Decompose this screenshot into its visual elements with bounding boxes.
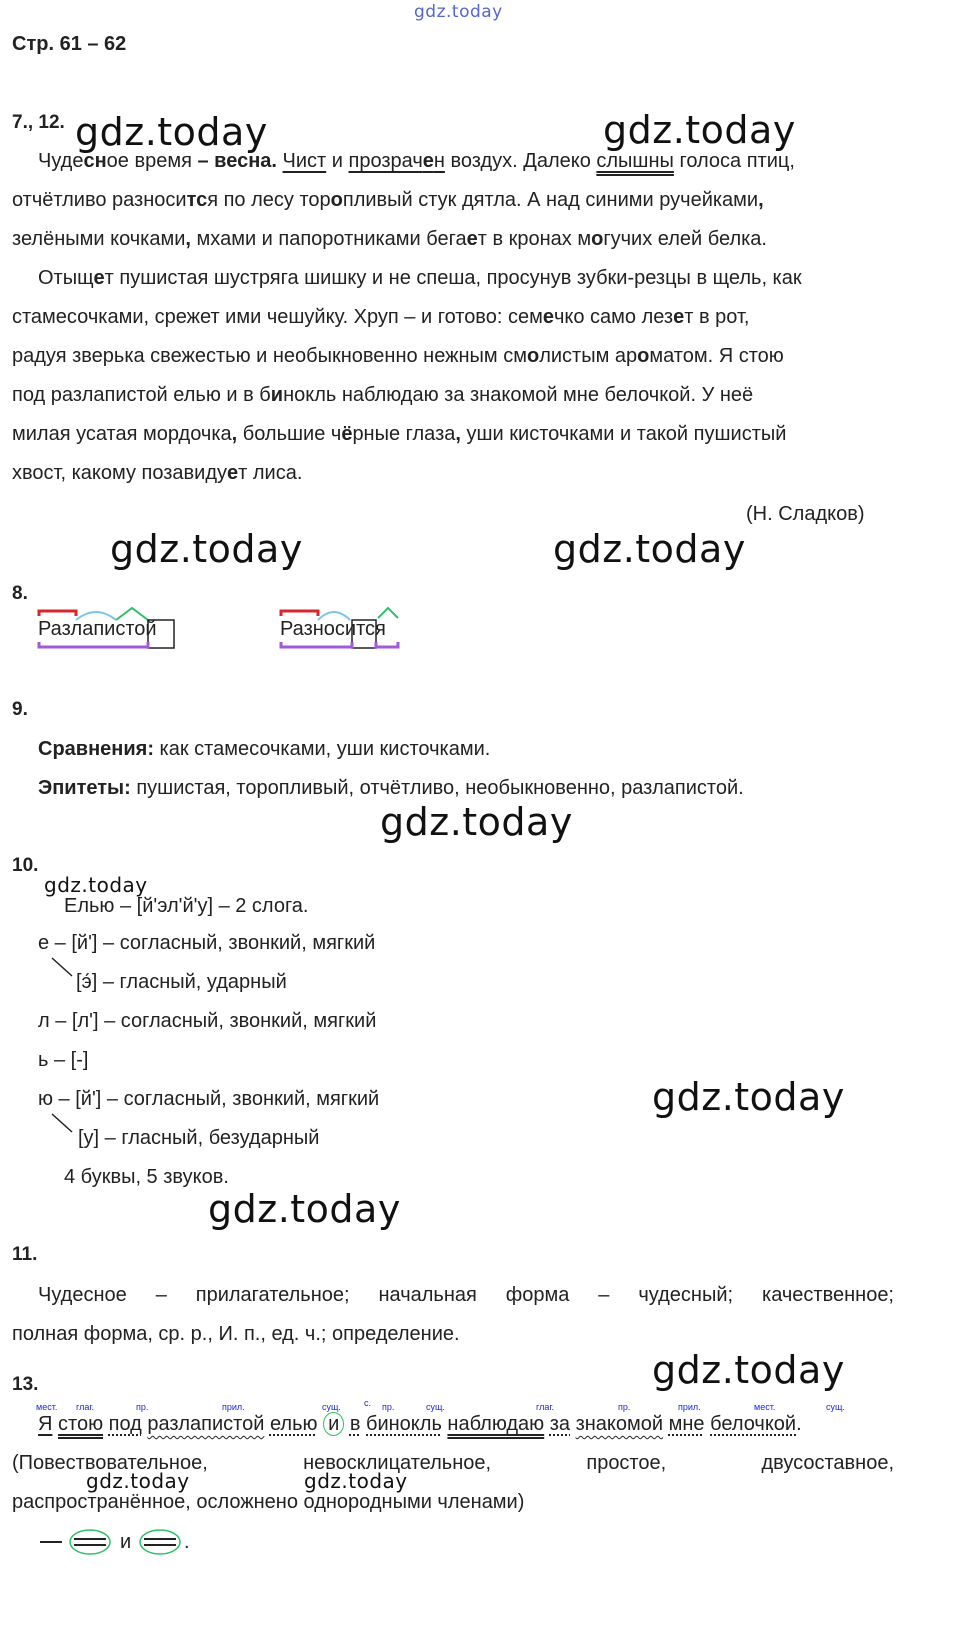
parsed-word: Разносится xyxy=(280,618,386,640)
watermark: gdz.today xyxy=(75,110,268,154)
letters-sounds-summary: 4 буквы, 5 звуков. xyxy=(64,1166,229,1188)
exercise-number: 10. xyxy=(12,855,39,876)
watermark: gdz.today xyxy=(603,108,796,152)
morpheme-parse-1 xyxy=(36,606,186,652)
text-paragraph-2: Отыщет пушистая шустряга шишку и не спеша, просунув зубки-резцы в щель, как стамесочками, срежет ими чешуйку. Хруп – и готово: семечко само лезет в рот, радуя зверька свежестью и необыкновенно нежным смолистым ароматом. Я стою под разлапистой елью и в бинокль наблюдаю за знакомой мне белочкой. У неё милая усатая мордочка, большие чёрные глаза, уши кисточками и такой пушистый хвост, какому позавидует лиса. xyxy=(12,267,802,484)
exercise-number: 13. xyxy=(12,1374,39,1395)
watermark: gdz.today xyxy=(652,1348,845,1392)
exercise-number: 11. xyxy=(12,1244,38,1265)
predicate: наблюдаю xyxy=(447,1413,545,1435)
homogeneous-circle xyxy=(70,1530,110,1554)
watermark: gdz.today xyxy=(414,2,503,22)
phonetic-line: е – [й'] – согласный, звонкий, мягкий xyxy=(38,932,376,954)
exercise-number: 9. xyxy=(12,699,28,720)
sentence-characteristics-2: распространённое, осложнено однородными членами) xyxy=(12,1491,525,1513)
pos-label: пр. xyxy=(618,1402,631,1412)
sentence-word: под xyxy=(108,1413,142,1435)
pos-label: мест. xyxy=(754,1402,776,1412)
pos-label: пр. xyxy=(136,1402,149,1412)
exercise-number: 8. xyxy=(12,583,28,604)
watermark: gdz.today xyxy=(553,527,746,571)
phonetic-line: л – [л'] – согласный, звонкий, мягкий xyxy=(38,1010,377,1032)
comparisons-line: Сравнения: как стамесочками, уши кисточками. xyxy=(38,738,491,760)
pos-label: сущ. xyxy=(826,1402,845,1412)
characteristic: двусоставное, xyxy=(761,1452,894,1474)
characteristic: простое, xyxy=(586,1452,667,1474)
pos-label: с. xyxy=(364,1398,372,1408)
sentence-characteristics xyxy=(12,1443,894,1483)
page-range-header: Стр. 61 – 62 xyxy=(12,33,127,55)
text-paragraph-1: Чудесное время – весна. Чист и прозрачен воздух. Далеко слышны голоса птиц, отчётливо разносится по лесу торопливый стук дятла. А над синими ручейками, зелёными кочками, мхами и папоротниками бегает в кронах могучих елей белка. xyxy=(12,150,795,250)
watermark: gdz.today xyxy=(304,1469,408,1493)
morpheme-parse-2 xyxy=(278,606,418,652)
sentence-word: елью xyxy=(269,1413,318,1435)
parsed-word: Разлапистой xyxy=(38,618,157,640)
characteristic: (Повествовательное, xyxy=(12,1452,208,1474)
sentence-word: в xyxy=(349,1413,361,1435)
watermark: gdz.today xyxy=(110,527,303,571)
pos-label: глаг. xyxy=(76,1402,95,1412)
epithets-line: Эпитеты: пушистая, торопливый, отчётливо, необыкновенно, разлапистой. xyxy=(38,777,744,799)
phonetic-line: [э́] – гласный, ударный xyxy=(76,971,287,993)
sentence-word: разлапистой xyxy=(147,1413,265,1435)
watermark: gdz.today xyxy=(652,1075,845,1119)
sentence-word: бинокль xyxy=(366,1413,442,1435)
pos-label: глаг. xyxy=(536,1402,555,1412)
subject: Я xyxy=(38,1413,53,1435)
conjunction-circle: и xyxy=(323,1412,344,1436)
sentence-word: белочкой xyxy=(710,1413,797,1435)
sentence-word: знакомой xyxy=(575,1413,664,1435)
morphology-line: Чудесное – прилагательное; начальная форма – чудесный; качественное; xyxy=(38,1284,894,1306)
homogeneous-circle xyxy=(140,1530,180,1554)
pos-label: сущ. xyxy=(322,1402,341,1412)
scheme-conjunction: и xyxy=(120,1531,132,1553)
scheme-period: . xyxy=(184,1531,190,1553)
pos-label: мест. xyxy=(36,1402,58,1412)
pos-label: прил. xyxy=(222,1402,245,1412)
phonetic-line: ю – [й'] – согласный, звонкий, мягкий xyxy=(38,1088,380,1110)
pos-label: пр. xyxy=(382,1402,395,1412)
pos-label: прил. xyxy=(678,1402,701,1412)
exercise-number: 7., 12. xyxy=(12,112,65,133)
morphology-line: полная форма, ср. р., И. п., ед. ч.; определение. xyxy=(12,1323,460,1345)
scheme-graphics xyxy=(38,1524,258,1560)
watermark: gdz.today xyxy=(86,1469,190,1493)
phonetic-line: [у] – гласный, безударный xyxy=(78,1127,320,1149)
sentence-word: за xyxy=(549,1413,571,1435)
author-citation: (Н. Сладков) xyxy=(746,503,865,525)
watermark: gdz.today xyxy=(208,1187,401,1231)
sentence-period: . xyxy=(796,1413,802,1435)
sentence-scheme xyxy=(38,1524,258,1560)
sentence-word: мне xyxy=(668,1413,705,1435)
branch-line xyxy=(50,1112,76,1136)
watermark: gdz.today xyxy=(44,873,148,897)
branch-line xyxy=(50,956,76,980)
pos-label: сущ. xyxy=(426,1402,445,1412)
watermark: gdz.today xyxy=(380,800,573,844)
characteristic: невосклицательное, xyxy=(303,1452,492,1474)
parsed-sentence xyxy=(38,1404,802,1444)
phonetic-transcription: Елью – [й'эл'й'у] – 2 слога. xyxy=(64,895,309,917)
predicate: стою xyxy=(58,1413,104,1435)
phonetic-line: ь – [-] xyxy=(38,1049,89,1071)
